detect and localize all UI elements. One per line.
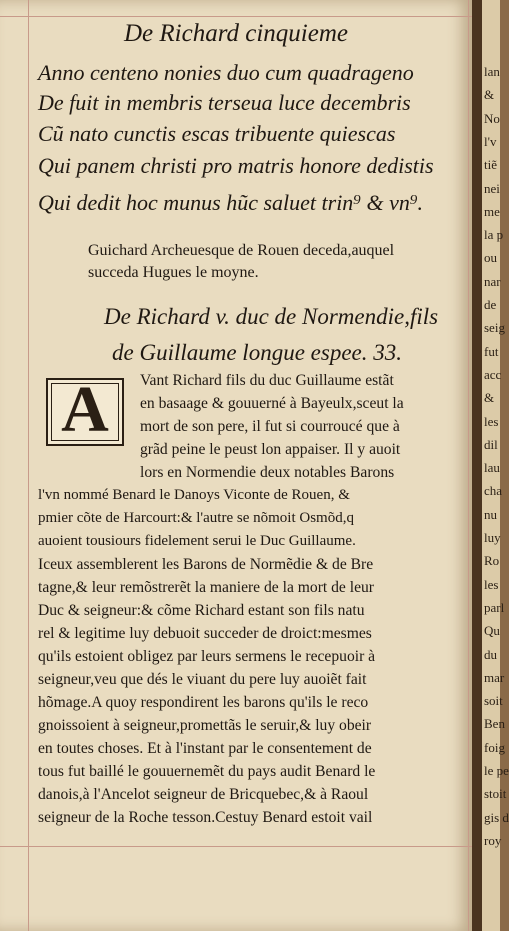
facing-page-fragment: de <box>484 297 497 312</box>
verse-line: Qui panem christi pro matris honore dedistis <box>38 153 434 178</box>
facing-page-fragment: No <box>484 110 500 126</box>
body-line: grãd peine le peust lon appaiser. Il y auoit <box>140 441 401 458</box>
facing-page-fragment: dil <box>484 436 498 452</box>
facing-page-fragment: ou <box>484 250 497 266</box>
chapter-heading-line: de Guillaume longue espee. 33. <box>112 340 402 365</box>
body-line: Vant Richard fils du duc Guillaume estãt <box>140 372 394 389</box>
body-line: tagne,& leur remõstrerẽt la maniere de la mort de leur <box>38 579 374 596</box>
margin-rule-top <box>0 16 472 17</box>
facing-page-fragment: les <box>484 413 499 429</box>
verse-line: Anno centeno nonies duo cum quadrageno <box>38 60 414 85</box>
facing-page-fragment: gis d <box>484 809 509 825</box>
facing-page-fragment: stoit <box>484 786 507 802</box>
body-line: seigneur,veu que dés le viuant du pere luy auoiẽt fait <box>38 671 367 688</box>
body-line: rel & legitime luy debuoit succeder de droict:mesmes <box>38 625 372 642</box>
facing-page-fragment: roy <box>484 832 502 848</box>
facing-page-fragment: la p <box>484 227 504 243</box>
running-title: De Richard cinquieme <box>124 20 348 47</box>
facing-page-fragment: tiẽ <box>484 157 497 173</box>
body-line: auoient tousiours fidelement serui le Duc Guillaume. <box>38 533 356 549</box>
facing-page-fragment: nu <box>484 506 497 522</box>
body-line: l'vn nommé Benard le Danoys Viconte de Rouen, & <box>38 487 350 503</box>
facing-page-fragment: cha <box>484 483 503 499</box>
facing-page-fragment: lan <box>484 64 500 79</box>
decorated-initial <box>46 373 124 446</box>
body-line: qu'ils estoient obligez par leurs sermens le recepuoir à <box>38 648 376 665</box>
facing-page-fragment: soit <box>484 693 503 709</box>
body-line: pmier cõte de Harcourt:& l'autre se nõmoit Osmõd,q <box>38 510 354 526</box>
facing-page-fragment: les <box>484 576 499 592</box>
body-line: danois,à l'Ancelot seigneur de Bricquebec,& à Raoul <box>38 786 369 803</box>
verse-line: Cũ nato cunctis escas tribuente quiescas <box>38 121 396 146</box>
body-line: Iceux assemblerent les Barons de Normẽdie & de Bre <box>38 556 374 573</box>
verse-line: De fuit in membris terseua luce decembris <box>38 90 411 115</box>
body-line: lors en Normendie deux notables Barons <box>140 464 395 481</box>
facing-page-fragment: Ben <box>484 716 505 732</box>
note-line: Guichard Archeuesque de Rouen deceda,auquel <box>88 242 395 259</box>
verse-line: Qui dedit hoc munus hũc saluet trin⁹ & vn⁹. <box>38 190 423 215</box>
facing-page-fragment: Qu <box>484 623 500 639</box>
body-line: gnoissoient à seigneur,promettãs le seruir,& luy obeir <box>38 717 372 734</box>
facing-page-fragment: & <box>484 390 495 406</box>
facing-page-fragment: parl <box>484 599 505 615</box>
facing-page-fragment: Ro <box>484 553 500 569</box>
body-line: seigneur de la Roche tesson.Cestuy Benard estoit vail <box>38 809 373 826</box>
margin-rule-bottom <box>0 846 472 847</box>
facing-page-fragment: luy <box>484 530 501 545</box>
facing-page-fragment: & <box>484 87 495 103</box>
body-line: en basaage & gouuerné à Bayeulx,sceut la <box>140 395 404 412</box>
body-line: Duc & seigneur:& cõme Richard estant son fils natu <box>38 602 365 619</box>
facing-page-fragment: l'v <box>484 133 497 149</box>
facing-page-fragment: foig <box>484 739 505 755</box>
facing-page-fragment: lau <box>484 460 500 476</box>
facing-page-fragment: du <box>484 646 497 662</box>
facing-page-fragment: mar <box>484 669 505 685</box>
facing-page-edge <box>482 0 509 931</box>
note-line: succeda Hugues le moyne. <box>88 264 259 281</box>
facing-page-fragment: acc <box>484 366 502 382</box>
facing-page-fragment: seig <box>484 320 505 336</box>
facing-page-fragment: me <box>484 203 500 219</box>
book-gutter <box>472 0 482 931</box>
facing-page-fragment: fut <box>484 343 499 359</box>
chapter-heading-line: De Richard v. duc de Normendie,fils <box>104 304 439 329</box>
margin-rule-left <box>28 0 29 931</box>
facing-page-fragment: le pe <box>484 763 509 778</box>
initial-letter: A <box>61 373 109 446</box>
body-line: mort de son pere, il fut si courroucé que à <box>140 418 400 435</box>
body-line: tous fut baillé le gouuernemẽt du pays audit Benard le <box>38 763 376 780</box>
body-line: hõmage.A quoy respondirent les barons qu'ils le reco <box>38 694 369 711</box>
margin-rule-right <box>468 0 469 931</box>
facing-page-fragment: nar <box>484 273 501 289</box>
facing-page-fragment: nei <box>484 180 500 196</box>
body-line: en toutes choses. Et à l'instant par le consentement de <box>38 740 372 757</box>
